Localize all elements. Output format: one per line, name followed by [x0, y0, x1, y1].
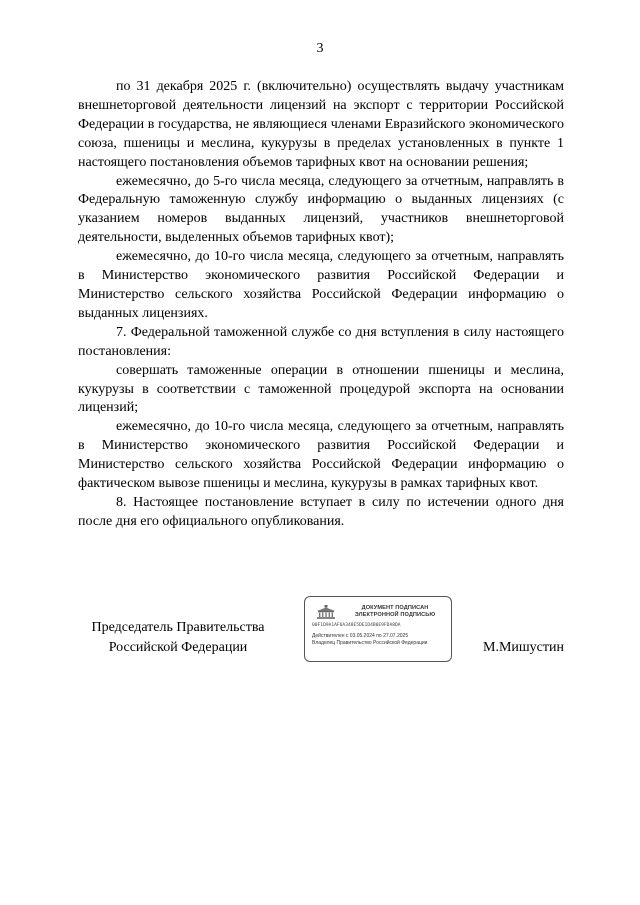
signer-title	[78, 618, 278, 658]
electronic-signature-stamp	[304, 596, 452, 662]
paragraph-license-issuance: по 31 декабря 2025 г. (включительно) осуществлять выдачу участникам внешнеторговой деятельности лицензий на экспорт с территории Российской Федерации в государства, не являющиеся членами Евразийского экономического союза, пшеницы и меслина, кукурузы в пределах установленных в пункте 1 настоящего постановления объемов тарифных квот на основании решения;	[78, 79, 564, 170]
page-number: 3	[316, 41, 324, 56]
signer-name: М.Мишустин	[483, 640, 564, 655]
paragraph-monthly-report-ministries: ежемесячно, до 10-го числа месяца, следующего за отчетным, направлять в Министерство экономического развития Российской Федерации и Министерство сельского хозяйства Российской Федерации информацию о выданных лицензиях.	[78, 249, 564, 321]
signature-block	[78, 596, 564, 666]
signer-title-line-2: Российской Федерации	[108, 640, 248, 655]
paragraph-item-7: 7. Федеральной таможенной службе со дня вступления в силу настоящего постановления:	[78, 324, 564, 359]
certificate-validity: Действителен с 03.05.2024 по 27.07.2025	[312, 633, 409, 639]
certificate-owner: Владелец Правительство Российской Федерации	[312, 640, 428, 646]
document-body	[78, 78, 564, 532]
certificate-number: 00F1D9A1AF6A348E5DE1D4B0E9FDA8DA	[312, 623, 401, 628]
paragraph-export-report: ежемесячно, до 10-го числа месяца, следующего за отчетным, направлять в Министерство экономического развития Российской Федерации и Министерство сельского хозяйства Российской Федерации информацию о фактическом вывозе пшеницы и меслина, кукурузы в рамках тарифных квот.	[78, 419, 564, 492]
stamp-title: ДОКУМЕНТ ПОДПИСАН ЭЛЕКТРОННОЙ ПОДПИСЬЮ	[354, 605, 436, 618]
paragraph-item-8: 8. Настоящее постановление вступает в силу по истечении одного дня после дня его официального опубликования.	[78, 494, 564, 529]
paragraph-monthly-report-fts: ежемесячно, до 5-го числа месяца, следующего за отчетным, направлять в Федеральную таможенную службу информацию о выданных лицензиях (с указанием номеров выданных лицензий, участников внешнеторговой деятельности, выделенных объемов тарифных квот);	[78, 173, 564, 246]
signer-title-line-1: Председатель Правительства	[91, 620, 265, 635]
paragraph-customs-operations: совершать таможенные операции в отношении пшеницы и меслина, кукурузы в соответствии с таможенной процедурой экспорта на основании лицензий;	[78, 362, 564, 416]
government-building-icon	[315, 605, 337, 619]
